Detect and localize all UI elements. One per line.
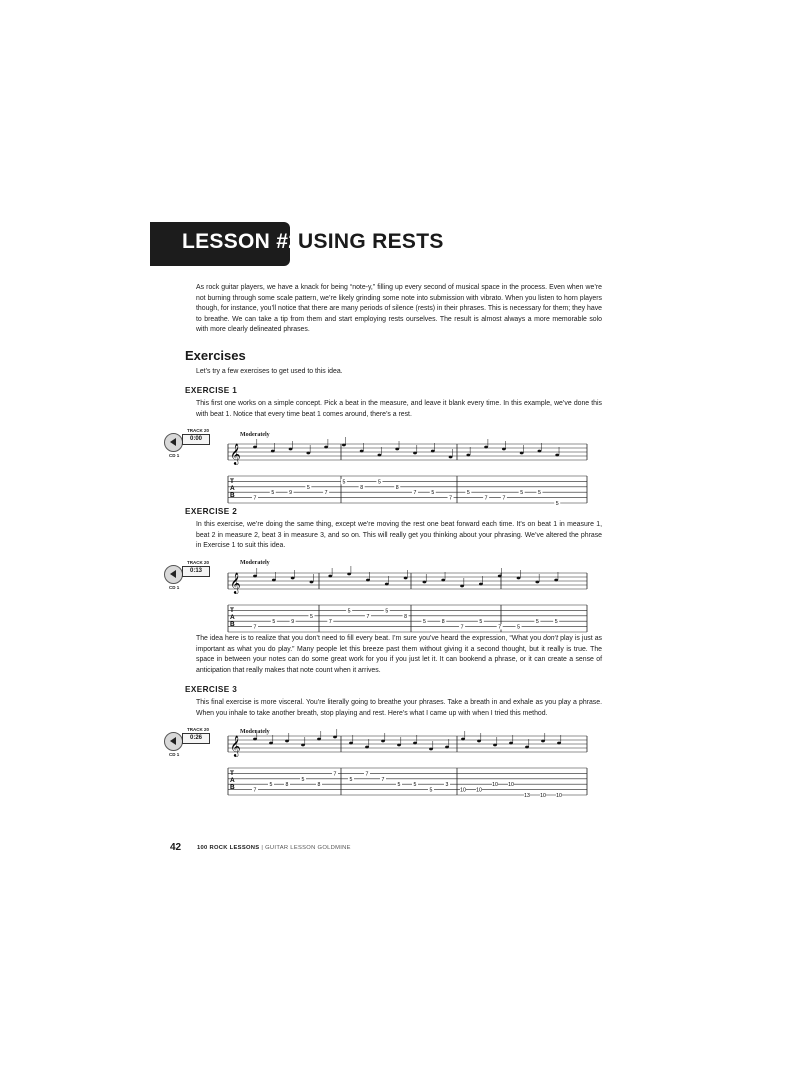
intro-paragraph: As rock guitar players, we have a knack for being “note-y,” filling up every second of musical space in the process. Even when we’re not burning through some scale pattern, we’re likely grinding some note into submission with vibrato. When you listen to horn players though, for instance, you’ll notice that there are many periods of silence (rests) in their phrases. This is necessary for them; they have to breathe. We can take a tip from them and start employing rests ourselves. The result is almost always a more memorable solo with more clearly delineated phrases. [196, 284, 602, 334]
note-head [306, 452, 310, 455]
tempo-marking: Moderately [240, 560, 270, 566]
note-head [557, 742, 561, 745]
tab-number: 5 [269, 782, 273, 789]
tab-number: 5 [413, 782, 417, 789]
speaker-icon [164, 433, 183, 452]
note-head [466, 454, 470, 457]
tab-number: 7 [381, 776, 385, 783]
page-number: 42 [170, 842, 182, 853]
tab-number: 5 [517, 624, 520, 631]
tab-number: 5 [349, 776, 353, 783]
note-head [404, 577, 408, 580]
tab-number: 5 [306, 484, 310, 491]
treble-clef-icon: 𝄞 [230, 736, 241, 757]
footer-book-title [197, 845, 351, 851]
note-head [484, 446, 488, 449]
note-head [395, 448, 399, 451]
note-head [271, 450, 275, 453]
tab-number: 7 [498, 624, 502, 631]
note-head [324, 446, 328, 449]
exercise-2-text: In this exercise, we’re doing the same thing, except we’re moving the rest one beat forward each time. It’s on beat 1 in measure 1, beat 2 in measure 2, beat 3 in measure 3, and so on. This will really get you thinking about your phrasing. We’ve altered the phrase in Exercise 1 to suit this idea. [196, 521, 602, 550]
note-head [253, 738, 257, 741]
tab-number: 7 [253, 624, 257, 631]
tab-clef-letter: T [230, 607, 234, 614]
tab-clef-letter: T [230, 478, 234, 485]
note-head [253, 446, 257, 449]
explanation-paragraph [196, 634, 602, 676]
tab-number: 7 [460, 624, 464, 631]
tab-clef-letter: B [230, 784, 235, 791]
note-head [291, 577, 295, 580]
tab-number: 10 [460, 787, 466, 794]
tab-number: 5 [397, 782, 401, 789]
tab-number: 5 [429, 787, 433, 794]
note-head [413, 452, 417, 455]
exercise-3-text: This final exercise is more visceral. You’re literally going to breathe your phrases. Take a breath in and exhale as you play a phrase. When you inhale to take another breath, stop playing and rest. Here’s what I came up with when I tried this method. [196, 699, 602, 717]
note-head [366, 579, 370, 582]
note-head [397, 744, 401, 747]
note-head [385, 583, 389, 586]
exercise-1-text: This first one works on a simple concept. Pick a beat in the measure, and leave it blank every time. In this example, we’ve done this with beat 1. Notice that every time beat 1 comes around, there’s a rest. [196, 400, 602, 418]
note-head [285, 740, 289, 743]
lesson-number: LESSON #20: [182, 230, 320, 253]
tab-number: 8 [360, 484, 364, 491]
note-head [477, 740, 481, 743]
note-head [253, 575, 257, 578]
note-head [525, 746, 529, 749]
tab-number: 9 [289, 490, 293, 497]
tab-number: 10 [492, 782, 498, 789]
tab-number: 5 [535, 619, 539, 626]
track-label: TRACK 20 [186, 560, 209, 565]
note-head [272, 579, 276, 582]
note-head [378, 454, 382, 457]
note-head [333, 736, 337, 739]
tab-number: 10 [508, 782, 514, 789]
exercise-3-title: EXERCISE 3 [185, 685, 238, 694]
note-head [541, 740, 545, 743]
tempo-marking: Moderately [240, 432, 270, 438]
tab-number: 7 [449, 495, 453, 502]
lesson-title: USING RESTS [298, 230, 444, 253]
note-head [441, 579, 445, 582]
tab-number: 8 [285, 782, 289, 789]
exercise-2-title: EXERCISE 2 [185, 507, 238, 516]
tab-number: 7 [365, 771, 369, 778]
tab-number: 5 [422, 619, 426, 626]
treble-clef-icon: 𝄞 [230, 444, 241, 465]
tab-number: 5 [347, 608, 351, 615]
exercise-2-notation [225, 565, 590, 641]
tab-clef-letter: B [230, 492, 235, 499]
speaker-icon [164, 565, 183, 584]
note-head [429, 748, 433, 751]
tab-number: 7 [366, 613, 370, 620]
series-title: GUITAR LESSON GOLDMINE [265, 845, 351, 851]
tab-number: 8 [317, 782, 321, 789]
tab-number: 5 [310, 613, 313, 620]
track-label: TRACK 20 [186, 727, 209, 732]
track-time: 0:26 [182, 733, 210, 744]
cd-label: CD 1 [169, 453, 180, 458]
tab-number: 9 [291, 619, 295, 626]
exercises-intro: Let’s try a few exercises to get used to this idea. [196, 368, 343, 375]
note-head [520, 452, 524, 455]
tab-clef-letter: T [230, 770, 234, 777]
note-head [328, 575, 332, 578]
note-head [342, 444, 346, 447]
note-head [349, 742, 353, 745]
track-time: 0:00 [182, 434, 210, 445]
tab-number: 7 [413, 490, 417, 497]
tab-number: 5 [537, 490, 541, 497]
tab-number: 7 [328, 619, 332, 626]
explanation-text-1: The idea here is to realize that you don’t need to fill every beat. I’m sure you’ve heard the expression, “What you [196, 635, 544, 642]
note-head [555, 454, 559, 457]
tab-number: 5 [342, 479, 346, 486]
note-head [347, 573, 351, 576]
tab-number: 7 [333, 771, 337, 778]
note-head [449, 456, 453, 459]
tab-number: 8 [441, 619, 445, 626]
tab-number: 5 [466, 490, 470, 497]
track-time: 0:13 [182, 566, 210, 577]
tab-number: 3 [445, 782, 449, 789]
tab-number: 13 [524, 793, 530, 799]
note-head [517, 577, 521, 580]
note-head [461, 738, 465, 741]
note-head [535, 581, 539, 584]
tab-number: 5 [301, 776, 305, 783]
note-head [493, 744, 497, 747]
track-20-audio-badge[interactable] [164, 728, 210, 758]
exercise-3-notation [225, 728, 590, 804]
tab-number: 7 [253, 787, 257, 794]
tab-number: 5 [554, 619, 558, 626]
note-head [289, 448, 293, 451]
book-title: 100 ROCK LESSONS [197, 845, 260, 851]
tab-number: 7 [484, 495, 488, 502]
footer-separator: | [259, 845, 266, 851]
tab-number: 10 [476, 787, 482, 794]
speaker-icon [164, 732, 183, 751]
tab-number: 5 [272, 619, 276, 626]
tab-number: 5 [385, 608, 389, 615]
note-head [479, 583, 483, 586]
tab-number: 8 [404, 613, 408, 620]
exercise-1-title: EXERCISE 1 [185, 386, 238, 395]
explanation-emphasis: don’t [543, 635, 559, 642]
tab-clef-letter: A [230, 614, 235, 621]
note-head [360, 450, 364, 453]
exercise-1-notation [225, 436, 590, 512]
note-head [365, 746, 369, 749]
note-head [502, 448, 506, 451]
explanation-text-2: play is just as important as what you do play.” Many people let this breeze past them without giving it a second thought, but it really is true. The space in between your notes can do some great work for you if you just let it. It can bookend a phrase, or it can create a sense of anticipation that really makes that note count when it arrives. [196, 635, 602, 674]
track-20-audio-badge[interactable] [164, 561, 210, 591]
tab-number: 5 [555, 501, 559, 507]
note-head [310, 581, 314, 584]
tab-clef-letter: A [230, 777, 235, 784]
tab-number: 7 [253, 495, 257, 502]
track-20-audio-badge[interactable] [164, 429, 210, 459]
tab-number: 5 [431, 490, 435, 497]
exercises-heading: Exercises [185, 348, 246, 363]
tab-number: 5 [520, 490, 524, 497]
tab-number: 5 [479, 619, 483, 626]
note-head [381, 740, 385, 743]
tab-number: 7 [324, 490, 328, 497]
note-head [554, 579, 558, 582]
tab-number: 5 [377, 479, 381, 486]
tab-clef-letter: B [230, 621, 235, 628]
track-label: TRACK 20 [186, 428, 209, 433]
tab-clef-letter: A [230, 485, 235, 492]
note-head [509, 742, 513, 745]
note-head [498, 575, 502, 578]
note-head [423, 581, 427, 584]
cd-label: CD 1 [169, 585, 180, 590]
tab-number: 5 [271, 490, 275, 497]
note-head [317, 738, 321, 741]
tempo-marking: Moderately [240, 729, 270, 735]
tab-number: 7 [502, 495, 506, 502]
note-head [460, 585, 464, 588]
treble-clef-icon: 𝄞 [230, 573, 241, 594]
note-head [431, 450, 435, 453]
note-head [445, 746, 449, 749]
tab-number: 8 [395, 484, 399, 491]
note-head [413, 742, 417, 745]
tab-number: 10 [540, 793, 546, 799]
note-head [269, 742, 273, 745]
tab-number: 10 [556, 793, 562, 799]
cd-label: CD 1 [169, 752, 180, 757]
note-head [538, 450, 542, 453]
note-head [301, 744, 305, 747]
